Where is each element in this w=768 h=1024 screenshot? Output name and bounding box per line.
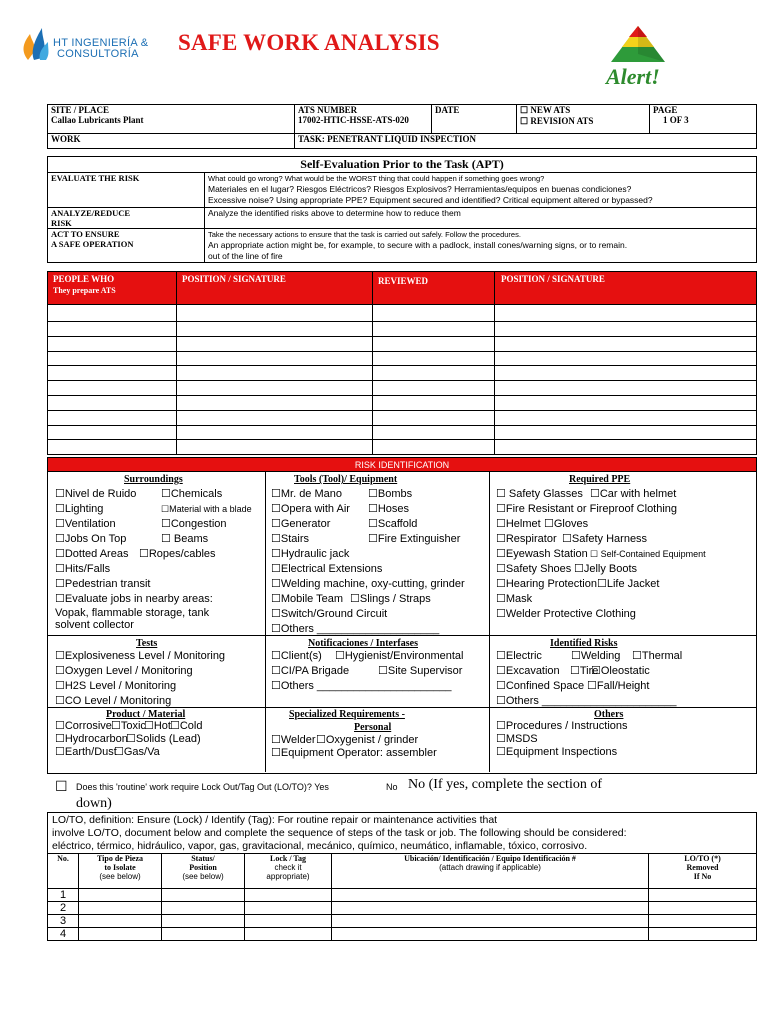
loto-checkbox[interactable]: ☐ <box>55 778 68 794</box>
tests-list[interactable] <box>55 649 225 709</box>
risk-identification-banner: RISK IDENTIFICATION <box>47 457 757 472</box>
scaffold-checkbox[interactable]: ☐Scaffold <box>368 518 418 530</box>
apt-table <box>47 156 757 263</box>
helmet-checkbox[interactable]: ☐Helmet <box>496 518 541 530</box>
congestion-checkbox[interactable]: ☐Congestion <box>161 518 227 530</box>
hearing-protection-checkbox[interactable]: ☐Hearing Protection <box>496 578 597 590</box>
confined-space-checkbox[interactable]: ☐Confined Space <box>496 680 585 692</box>
life-jacket-checkbox[interactable]: ☐Life Jacket <box>597 578 660 590</box>
surroundings-list-2[interactable] <box>161 487 252 547</box>
risk-grid <box>47 472 757 774</box>
hydrocarbon-checkbox[interactable]: ☐Hydrocarbon <box>55 733 128 745</box>
people-header <box>47 271 757 305</box>
co-level-checkbox[interactable]: ☐CO Level / Monitoring <box>55 695 172 707</box>
nearby-areas-text-2: solvent collector <box>55 619 134 631</box>
fall-height-checkbox[interactable]: ☐Fall/Height <box>587 680 650 692</box>
chemicals-checkbox[interactable]: ☐Chemicals <box>161 488 223 500</box>
stairs-checkbox[interactable]: ☐Stairs <box>271 533 309 545</box>
analyze-label: ANALYZE/REDUCE RISK <box>48 208 205 229</box>
evaluate-nearby-checkbox[interactable]: ☐Evaluate jobs in nearby areas: <box>55 593 213 605</box>
switch-ground-checkbox[interactable]: ☐Switch/Ground Circuit <box>271 608 388 620</box>
info-table <box>47 104 757 149</box>
page-cell: PAGE 1 OF 3 <box>650 105 757 134</box>
people-who-label: PEOPLE WHO They prepare ATS <box>53 274 116 295</box>
tools-list-2[interactable] <box>368 487 460 547</box>
fire-resistant-clothing-checkbox[interactable]: ☐Fire Resistant or Fireproof Clothing <box>496 503 678 515</box>
site-cell: SITE / PLACE Callao Lubricants Plant <box>48 105 295 134</box>
surroundings-title: Surroundings <box>124 474 183 485</box>
self-contained-checkbox[interactable]: ☐ Self-Contained Equipment <box>590 549 706 559</box>
loto-col-ubicacion: Ubicación/ Identificación / Equipo Identificación # (attach drawing if applicable) <box>332 854 649 889</box>
jobs-on-top-checkbox[interactable]: ☐Jobs On Top <box>55 533 127 545</box>
clients-checkbox[interactable]: ☐Client(s) <box>271 650 322 662</box>
work-label: WORK <box>48 134 295 149</box>
position-signature-label-1: POSITION / SIGNATURE <box>182 274 286 284</box>
bombs-checkbox[interactable]: ☐Bombs <box>368 488 413 500</box>
loto-row[interactable]: 4 <box>48 928 757 941</box>
fire-extinguisher-checkbox[interactable]: ☐Fire Extinguisher <box>368 533 461 545</box>
lighting-checkbox[interactable]: ☐Lighting <box>55 503 104 515</box>
page-title: SAFE WORK ANALYSIS <box>178 30 440 55</box>
mask-checkbox[interactable]: ☐Mask <box>496 593 533 605</box>
beams-checkbox[interactable]: ☐ Beams <box>161 533 209 545</box>
loto-instruction: No (If yes, complete the section of <box>408 777 602 792</box>
others-title: Others <box>594 709 624 720</box>
toxic-checkbox[interactable]: ☐Toxic <box>111 720 146 732</box>
evaluate-label: EVALUATE THE RISK <box>48 173 205 208</box>
act-label: ACT TO ENSURE A SAFE OPERATION <box>48 229 205 263</box>
safety-shoes-checkbox[interactable]: ☐Safety Shoes <box>496 563 572 575</box>
corrosive-checkbox[interactable]: ☐Corrosive <box>55 720 112 732</box>
equipment-operator-checkbox[interactable]: ☐Equipment Operator: assembler <box>271 747 437 759</box>
eyewash-station-checkbox[interactable]: ☐Eyewash Station <box>496 548 588 560</box>
new-ats-checkbox[interactable]: ☐ NEW ATS <box>520 105 571 115</box>
gloves-checkbox[interactable]: ☐Gloves <box>544 518 589 530</box>
excavation-checkbox[interactable]: ☐Excavation <box>496 665 560 677</box>
date-cell: DATE <box>432 105 517 134</box>
notif-others-checkbox[interactable]: ☐Others ______________________ <box>271 680 452 692</box>
noise-checkbox[interactable]: ☐Nivel de Ruido <box>55 488 137 500</box>
personal-title: Personal <box>354 722 392 733</box>
oleostatic-checkbox[interactable]: ☐Oleostatic <box>591 665 650 677</box>
company-logo-text: HT INGENIERÍA & CONSULTORÍA <box>53 37 149 60</box>
h2s-level-checkbox[interactable]: ☐H2S Level / Monitoring <box>55 680 177 692</box>
oxygen-level-checkbox[interactable]: ☐Oxygen Level / Monitoring <box>55 665 193 677</box>
notifications-title: Notificaciones / Interfases <box>308 638 418 649</box>
safety-harness-checkbox[interactable]: ☐Safety Harness <box>562 533 648 545</box>
alert-logo-text: Alert! <box>606 64 660 89</box>
thermal-checkbox[interactable]: ☐Thermal <box>632 650 683 662</box>
safety-glasses-checkbox[interactable]: ☐ Safety Glasses <box>496 488 583 500</box>
respirator-checkbox[interactable]: ☐Respirator <box>496 533 557 545</box>
msds-checkbox[interactable]: ☐MSDS <box>496 733 538 745</box>
ropes-cables-checkbox[interactable]: ☐Ropes/cables <box>139 548 216 560</box>
tests-title: Tests <box>136 638 158 649</box>
revision-ats-checkbox[interactable]: ☐ REVISION ATS <box>520 116 594 126</box>
specialized-title: Specialized Requirements - <box>289 709 405 720</box>
ventilation-checkbox[interactable]: ☐Ventilation <box>55 518 116 530</box>
others-list[interactable] <box>496 720 628 759</box>
loto-no-option[interactable]: No <box>386 782 398 792</box>
welder-checkbox[interactable]: ☐Welder <box>271 734 316 746</box>
company-logo-icon <box>20 24 52 62</box>
electrical-extensions-checkbox[interactable]: ☐Electrical Extensions <box>271 563 383 575</box>
identified-risks-title: Identified Risks <box>550 638 618 649</box>
dotted-areas-checkbox[interactable]: ☐Dotted Areas <box>55 548 129 560</box>
ats-cell: ATS NUMBER 17002-HTIC-HSSE-ATS-020 <box>295 105 432 134</box>
brigade-checkbox[interactable]: ☐CI/PA Brigade <box>271 665 350 677</box>
welding-checkbox[interactable]: ☐Welding <box>571 650 621 662</box>
welder-clothing-checkbox[interactable]: ☐Welder Protective Clothing <box>496 608 636 620</box>
mobile-team-checkbox[interactable]: ☐Mobile Team <box>271 593 344 605</box>
earth-dust-checkbox[interactable]: ☐Earth/Dust <box>55 746 117 758</box>
hydraulic-jack-checkbox[interactable]: ☐Hydraulic jack <box>271 548 350 560</box>
loto-row[interactable]: 3 <box>48 915 757 928</box>
material-blade-checkbox[interactable]: ☐Material with a blade <box>161 504 252 514</box>
loto-col-tipo: Tipo de Pieza to Isolate (see below) <box>79 854 162 889</box>
loto-col-no: No. <box>48 854 79 889</box>
hits-falls-checkbox[interactable]: ☐Hits/Falls <box>55 563 111 575</box>
position-signature-label-2: POSITION / SIGNATURE <box>501 274 605 284</box>
task-label: TASK: PENETRANT LIQUID INSPECTION <box>295 134 757 149</box>
tools-others-checkbox[interactable]: ☐Others ____________________ <box>271 623 440 635</box>
site-supervisor-checkbox[interactable]: ☐Site Supervisor <box>378 665 463 677</box>
tire-checkbox[interactable]: ☐Tire <box>570 665 599 677</box>
people-grid[interactable] <box>47 305 757 455</box>
loto-col-status: Status/ Position (see below) <box>162 854 245 889</box>
analyze-text: Analyze the identified risks above to determine how to reduce them <box>205 208 757 229</box>
tools-title: Tools (Tool)/ Equipment <box>294 474 398 485</box>
slings-straps-checkbox[interactable]: ☐Slings / Straps <box>350 593 431 605</box>
required-ppe-title: Required PPE <box>569 474 631 485</box>
loto-table <box>47 853 757 941</box>
hygienist-checkbox[interactable]: ☐Hygienist/Environmental <box>335 650 464 662</box>
ats-type-cell[interactable] <box>517 105 650 134</box>
hoses-checkbox[interactable]: ☐Hoses <box>368 503 410 515</box>
loto-col-removed: LO/TO (*) Removed If No <box>649 854 757 889</box>
loto-row[interactable]: 1 <box>48 889 757 902</box>
car-helmet-checkbox[interactable]: ☐Car with helmet <box>590 488 677 500</box>
equipment-inspections-checkbox[interactable]: ☐Equipment Inspections <box>496 746 618 758</box>
generator-checkbox[interactable]: ☐Generator <box>271 518 331 530</box>
evaluate-text: What could go wrong? What would be the WORST thing that could happen if something goes wrong? Materiales en el lugar? Riesgos Eléctricos? Riesgos Explosivos? Herramientas/equipos en buenas condiciones? Excessive noise? Using appropriate PPE? Equipment secured and identified? Critical equipment altered or bypassed? <box>205 173 757 208</box>
hand-tools-checkbox[interactable]: ☐Mr. de Mano <box>271 488 343 500</box>
alert-pyramid-icon <box>609 24 667 64</box>
gas-checkbox[interactable]: ☐Gas/Va <box>114 746 160 758</box>
loto-instruction-2: down) <box>76 796 112 811</box>
loto-question: Does this 'routine' work require Lock Out/Tag Out (LO/TO)? Yes <box>76 782 329 792</box>
welding-machine-checkbox[interactable]: ☐Welding machine, oxy-cutting, grinder <box>271 578 465 590</box>
air-tools-checkbox[interactable]: ☐Opera with Air <box>271 503 350 515</box>
act-text: Take the necessary actions to ensure that the task is carried out safely. Follow the procedures. An appropriate action might be, for example, to secure with a padlock, install cones/warning signs, or to remain. out of the line of fire <box>205 229 757 263</box>
explosiveness-checkbox[interactable]: ☐Explosiveness Level / Monitoring <box>55 650 226 662</box>
loto-col-lock: Lock / Tag check it appropriate) <box>245 854 332 889</box>
pedestrian-transit-checkbox[interactable]: ☐Pedestrian transit <box>55 578 151 590</box>
apt-title: Self-Evaluation Prior to the Task (APT) <box>48 157 757 173</box>
reviewed-label: REVIEWED <box>378 276 429 286</box>
solids-lead-checkbox[interactable]: ☐Solids (Lead) <box>126 733 201 745</box>
ident-others-checkbox[interactable]: ☐Others ______________________ <box>496 695 677 707</box>
loto-row[interactable]: 2 <box>48 902 757 915</box>
hot-checkbox[interactable]: ☐Hot <box>144 720 171 732</box>
electric-checkbox[interactable]: ☐Electric <box>496 650 542 662</box>
cold-checkbox[interactable]: ☐Cold <box>170 720 203 732</box>
product-material-title: Product / Material <box>106 709 186 720</box>
jelly-boots-checkbox[interactable]: ☐Jelly Boots <box>574 563 638 575</box>
procedures-checkbox[interactable]: ☐Procedures / Instructions <box>496 720 628 732</box>
oxygenist-checkbox[interactable]: ☐Oxygenist / grinder <box>316 734 419 746</box>
loto-definition: LO/TO, definition: Ensure (Lock) / Identify (Tag): For routine repair or maintenance activities that involve LO/TO, document below and complete the sequence of steps of the task or job. The following should be considered: eléctrico, térmico, hidráulico, vapor, gas, gravitacional, mecánico, químico, neumático, inflamable, tóxico, corrosivo. <box>47 812 757 854</box>
nearby-areas-text: Vopak, flammable storage, tank <box>55 607 210 619</box>
